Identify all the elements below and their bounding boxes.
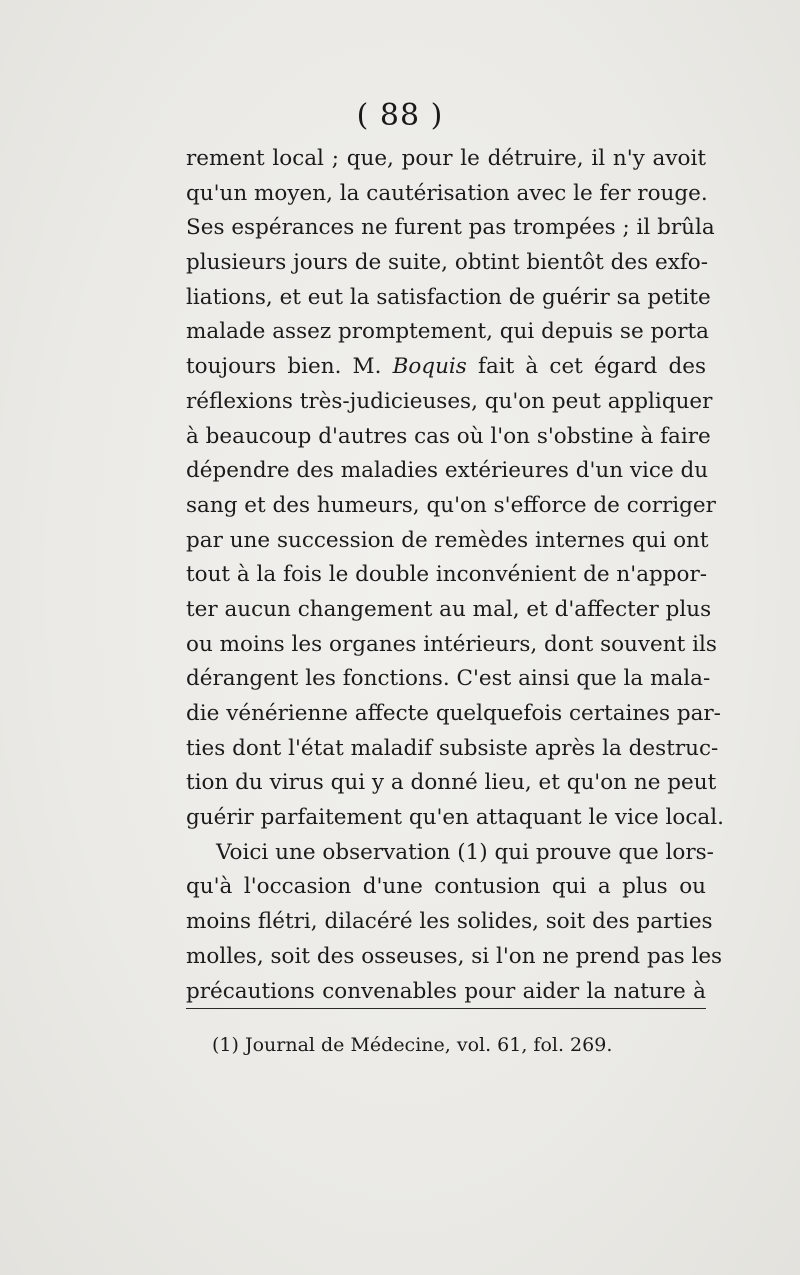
body-text — [186, 142, 724, 1009]
text-line: molles, soit des osseuses, si l'on ne prend pas les — [186, 943, 723, 969]
text-line: guérir parfaitement qu'en attaquant le vice local. — [186, 805, 724, 831]
text-line: plusieurs jours de suite, obtint bientôt des exfo- — [186, 250, 709, 276]
text-line: ter aucun changement au mal, et d'affecter plus — [186, 596, 712, 622]
text-line: Ses espérances ne furent pas trompées ; il brûla — [186, 215, 715, 241]
text-line: dépendre des maladies extérieures d'un vice du — [186, 458, 709, 484]
text-line: ou moins les organes intérieurs, dont souvent ils — [186, 631, 717, 657]
page-number: ( 88 ) — [356, 98, 444, 133]
text-line-with-name — [186, 350, 706, 385]
author-name: Boquis — [392, 354, 467, 380]
text-line: moins flétri, dilacéré les solides, soit des parties — [186, 909, 713, 935]
text-line: qu'un moyen, la cautérisation avec le fer rouge. — [186, 180, 708, 206]
text-line: sang et des humeurs, qu'on s'efforce de corriger — [186, 492, 716, 518]
footnote: (1) Journal de Médecine, vol. 61, fol. 269. — [212, 1034, 613, 1056]
text-line: par une succession de remèdes internes qui ont — [186, 527, 709, 553]
text-line: tion du virus qui y a donné lieu, et qu'on ne peut — [186, 770, 717, 796]
text-line: réflexions très-judicieuses, qu'on peut appliquer — [186, 388, 713, 414]
text-line: liations, et eut la satisfaction de guérir sa petite — [186, 284, 711, 310]
text-segment: toujours bien. M. — [186, 354, 393, 380]
text-line-indented: Voici une observation (1) qui prouve que lors- — [216, 839, 714, 865]
text-line: rement local ; que, pour le détruire, il n'y avoit — [186, 146, 706, 171]
text-line: qu'à l'occasion d'une contusion qui a plus ou — [186, 874, 706, 900]
text-line: à beaucoup d'autres cas où l'on s'obstine à faire — [186, 423, 711, 449]
text-segment: fait à cet égard des — [466, 354, 706, 380]
text-line: tout à la fois le double inconvénient de n'appor- — [186, 562, 708, 588]
text-line: dérangent les fonctions. C'est ainsi que la mala- — [186, 666, 711, 692]
text-line: ties dont l'état maladif subsiste après la destruc- — [186, 735, 719, 761]
text-line: malade assez promptement, qui depuis se porta — [186, 319, 709, 345]
text-line: die vénérienne affecte quelquefois certaines par- — [186, 701, 721, 726]
footnote-rule — [186, 1008, 706, 1009]
text-line: précautions convenables pour aider la nature à — [186, 978, 706, 1004]
